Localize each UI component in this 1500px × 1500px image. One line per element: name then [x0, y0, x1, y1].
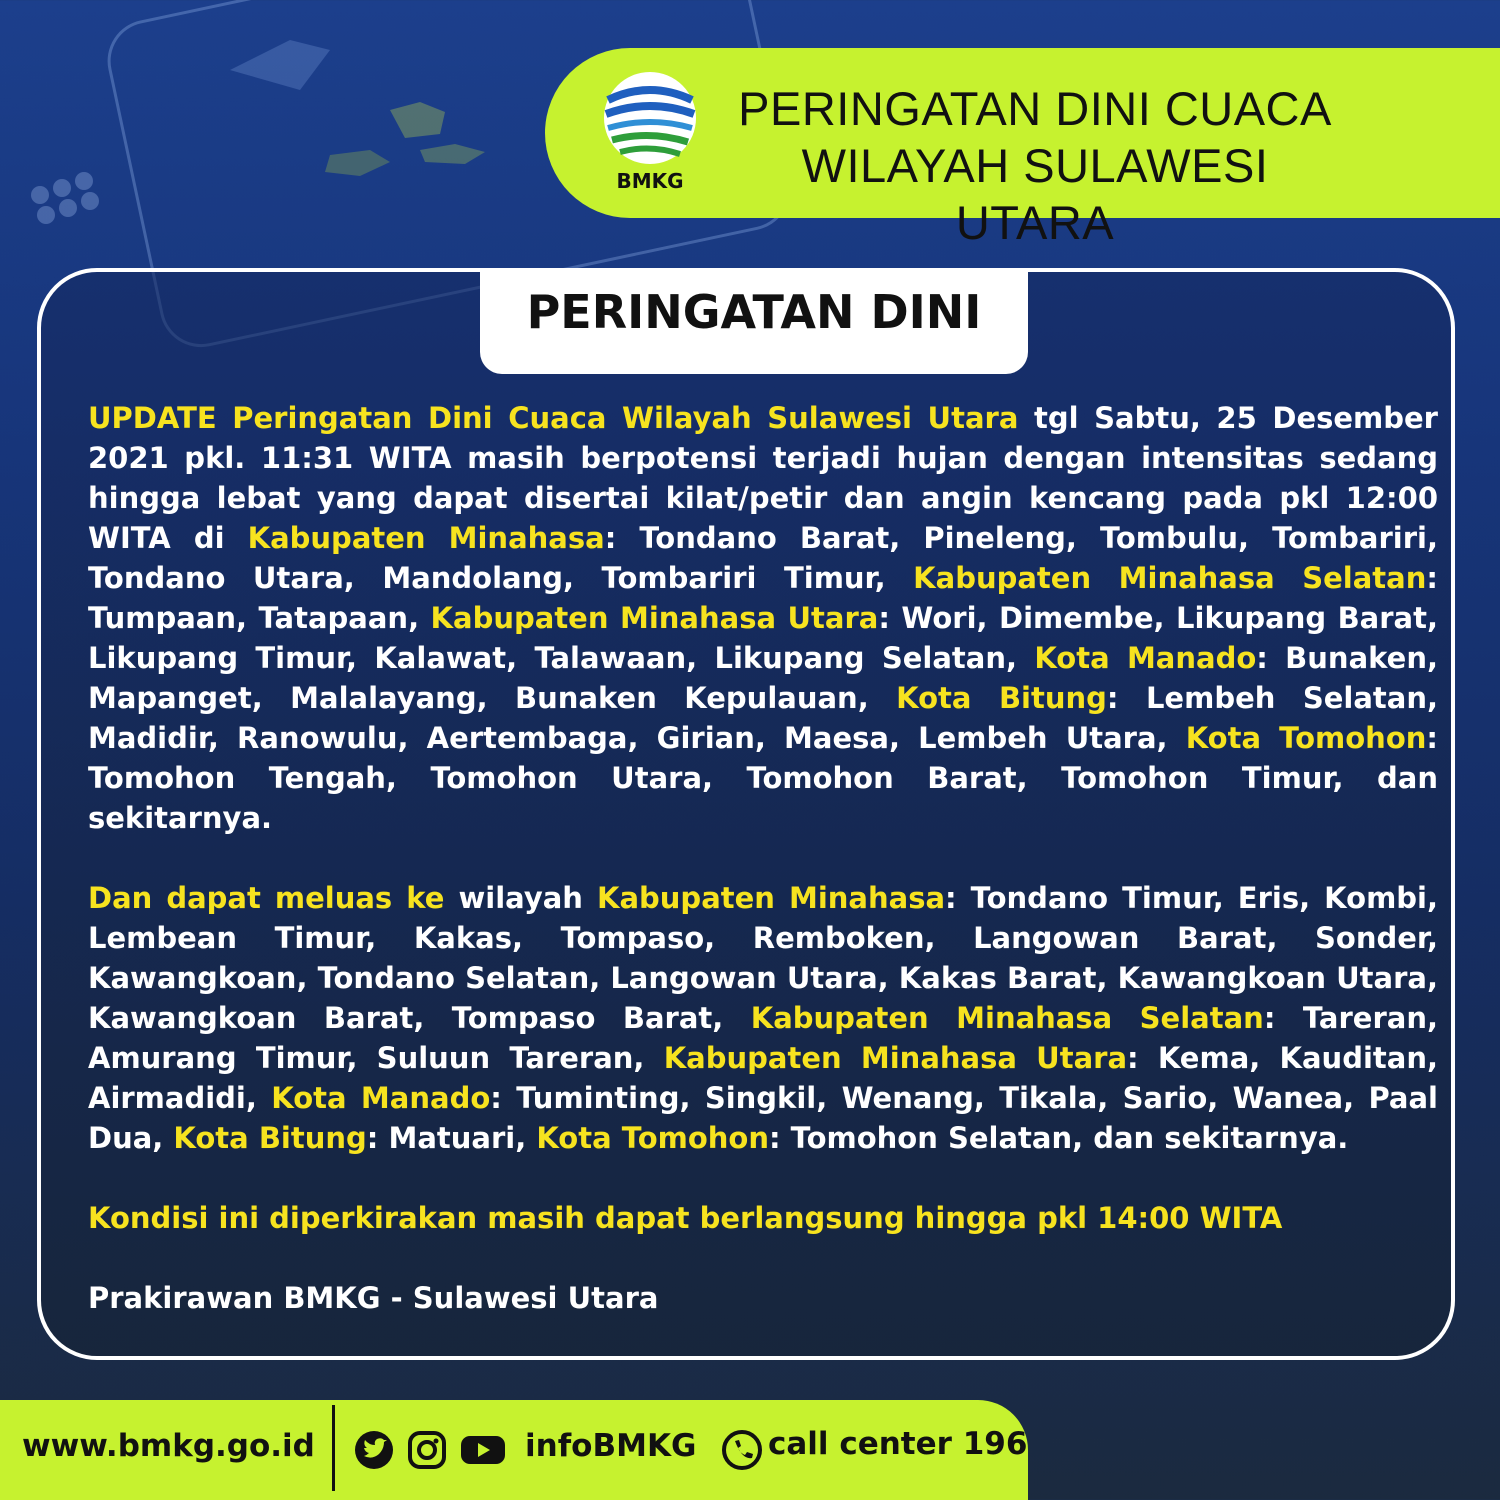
youtube-icon[interactable]: [460, 1430, 506, 1470]
paragraph-text: wilayah: [444, 881, 597, 915]
region-name: Kabupaten Minahasa Selatan: [913, 561, 1427, 595]
website-link[interactable]: www.bmkg.go.id: [22, 1428, 315, 1464]
district-list: : Tondano Barat, Pineleng, Tombulu, Tombariri, Tondano Utara, Mandolang, Tombariri Timur,: [88, 521, 1439, 595]
district-list: : Tareran, Amurang Timur, Suluun Tareran,: [88, 1001, 1438, 1075]
bmkg-logo-text: BMKG: [616, 169, 684, 193]
region-name: Kota Bitung: [896, 681, 1107, 715]
warning-paragraph-1: [88, 398, 1438, 838]
update-heading: UPDATE Peringatan Dini Cuaca Wilayah Sulawesi Utara: [88, 401, 1019, 435]
district-list: : Lembeh Selatan, Madidir, Ranowulu, Aertembaga, Girian, Maesa, Lembeh Utara,: [88, 681, 1439, 755]
forecaster-signature: Prakirawan BMKG - Sulawesi Utara: [88, 1281, 659, 1315]
district-list: : Matuari,: [366, 1121, 537, 1155]
twitter-icon[interactable]: [354, 1430, 394, 1470]
district-list: : Tomohon Selatan, dan sekitarnya.: [768, 1121, 1349, 1155]
instagram-icon[interactable]: [407, 1430, 447, 1470]
district-list: : Kema, Kauditan, Airmadidi,: [88, 1041, 1438, 1115]
region-name: Kabupaten Minahasa: [247, 521, 605, 555]
panel-title: PERINGATAN DINI: [526, 285, 982, 339]
paragraph-text: tgl Sabtu, 25 Desember 2021 pkl. 11:31 WITA masih berpotensi terjadi hujan dengan intensitas sedang hingga lebat yang dapat disertai kilat/petir dan angin kencang pada pkl 12:00 WITA di: [88, 401, 1438, 555]
region-name: Kabupaten Minahasa Utara: [430, 601, 879, 635]
district-list: : Tondano Timur, Eris, Kombi, Lembean Timur, Kakas, Tompaso, Remboken, Langowan Barat, Sonder, Kawangkoan, Tondano Selatan, Langowan Utara, Kakas Barat, Kawangkoan Utara, Kawangkoan Barat, Tompaso Barat,: [88, 881, 1439, 1035]
district-list: : Tuminting, Singkil, Wenang, Tikala, Sario, Wanea, Paal Dua,: [88, 1081, 1438, 1155]
region-name: Kota Bitung: [173, 1121, 367, 1155]
warning-body: [88, 398, 1438, 1358]
district-list: : Tumpaan, Tatapaan,: [88, 561, 1438, 635]
region-name: Kota Manado: [1034, 641, 1257, 675]
expansion-heading: Dan dapat meluas ke: [88, 881, 445, 915]
region-name: Kabupaten Minahasa Utara: [663, 1041, 1128, 1075]
region-name: Kabupaten Minahasa: [596, 881, 946, 915]
header-title-line1: PERINGATAN DINI CUACA: [738, 82, 1332, 135]
warning-paragraph-2: [88, 878, 1438, 1158]
footer-divider: [332, 1405, 335, 1491]
region-name: Kota Manado: [271, 1081, 491, 1115]
region-name: Kota Tomohon: [1185, 721, 1427, 755]
header-title-line2: WILAYAH SULAWESI UTARA: [801, 139, 1269, 249]
call-center[interactable]: call center 196: [768, 1426, 1028, 1462]
social-handle[interactable]: infoBMKG: [525, 1428, 697, 1464]
phone-icon: [722, 1430, 762, 1470]
bmkg-logo: [600, 70, 700, 195]
region-name: Kabupaten Minahasa Selatan: [750, 1001, 1264, 1035]
duration-note: Kondisi ini diperkirakan masih dapat berlangsung hingga pkl 14:00 WITA: [88, 1201, 1283, 1235]
header-title: [725, 80, 1345, 251]
district-list: : Wori, Dimembe, Likupang Barat, Likupang Timur, Kalawat, Talawaan, Likupang Selatan,: [88, 601, 1438, 675]
district-list: : Bunaken, Mapanget, Malalayang, Bunaken Kepulauan,: [88, 641, 1438, 715]
region-name: Kota Tomohon: [536, 1121, 769, 1155]
district-list: : Tomohon Tengah, Tomohon Utara, Tomohon Barat, Tomohon Timur, dan sekitarnya.: [88, 721, 1438, 835]
